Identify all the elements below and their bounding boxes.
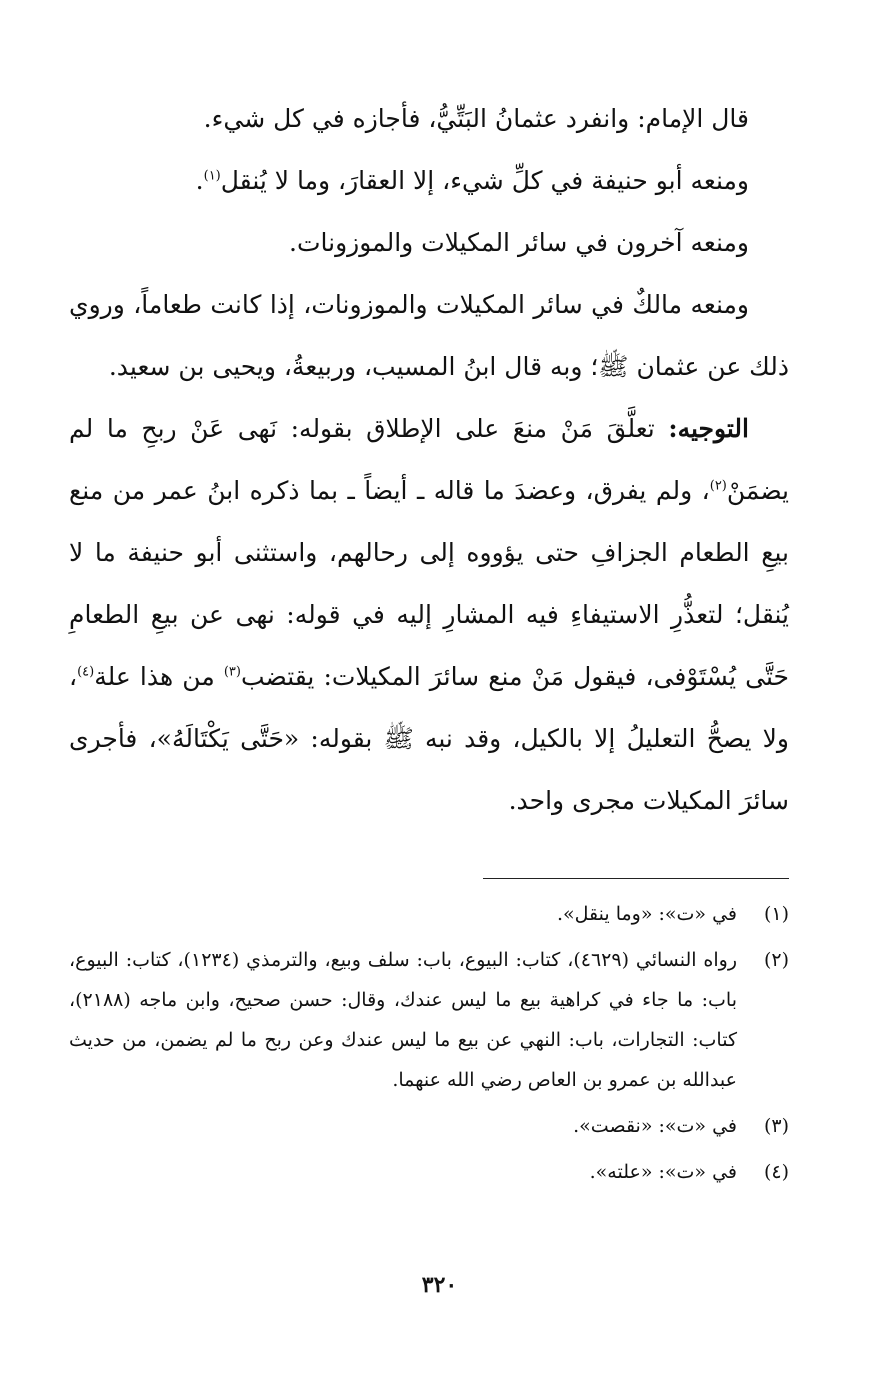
paragraph-5-part-c: من هذا علة (94, 662, 224, 691)
footnote-text: في «ت»: «علته». (589, 1161, 737, 1183)
footnotes (69, 894, 789, 1198)
paragraph-5-heading: التوجيه: (668, 414, 749, 443)
footnote-text: رواه النسائي (٤٦٢٩)، كتاب: البيوع، باب: سلف وبيع، والترمذي (١٢٣٤)، كتاب: البيوع، باب: ما جاء في كراهية بيع ما ليس عندك، وقال: حسن صحيح، وابن ماجه (٢١٨٨)، كتاب: التجارات، باب: النهي عن بيع ما ليس عندك وعن ربح ما لم يضمن، من حديث عبدالله بن عمرو بن العاص رضي الله عنهما. (69, 949, 737, 1091)
footnote-item (69, 940, 789, 1100)
footnote-number: (١) (763, 903, 789, 925)
paragraph-2-end: . (195, 166, 204, 195)
paragraph-3: ومنعه آخرون في سائر المكيلات والموزونات. (289, 228, 749, 257)
footnote-number: (٣) (763, 1115, 789, 1137)
main-text (69, 88, 789, 832)
paragraph-5-part-d: ، ولا يصحُّ التعليلُ إلا بالكيل، وقد نبه ﷺ بقوله: «حَتَّى يَكْتَالَهُ»، فأجرى سائرَ المكيلات مجرى واحد. (69, 662, 789, 815)
paragraph-2-text: ومنعه أبو حنيفة في كلِّ شيء، إلا العقارَ، وما لا يُنقل (220, 166, 749, 195)
footnote-number: (٤) (763, 1161, 789, 1183)
footnote-ref-4[interactable]: (٤) (77, 664, 95, 680)
footnote-ref-2[interactable]: (٢) (709, 478, 727, 494)
footnote-ref-3[interactable]: (٣) (223, 664, 241, 680)
paragraph-5-part-a: تعلَّقَ مَنْ منعَ على الإطلاق بقوله: نَهى عَنْ ربحِ ما لم يضمَنْ (69, 414, 789, 505)
footnote-item (69, 1106, 789, 1146)
footnote-text: في «ت»: «نقصت». (573, 1115, 737, 1137)
paragraph-1: قال الإمام: وانفرد عثمانُ البَتِّيُّ، فأجازه في كل شيء. (203, 104, 749, 133)
paragraph-5 (69, 398, 789, 832)
paragraph-4: ومنعه مالكٌ في سائر المكيلات والموزونات، إذا كانت طعاماً، وروي ذلك عن عثمان ﷺ؛ وبه قال ابنُ المسيب، وربيعةُ، ويحيى بن سعيد. (69, 290, 789, 381)
footnote-number: (٢) (763, 949, 789, 971)
footnote-item (69, 894, 789, 934)
footnote-text: في «ت»: «وما ينقل». (556, 903, 737, 925)
paragraph-5-part-b: ، ولم يفرق، وعضدَ ما قاله ـ أيضاً ـ بما ذكره ابنُ عمر من منع بيعِ الطعام الجزافِ حتى يؤووه إلى رحالهم، واستثنى أبو حنيفة ما لا يُنقل؛ لتعذُّرِ الاستيفاءِ فيه المشارِ إليه في قوله: نهى عن بيعِ الطعامِ حَتَّى يُسْتَوْفى، فيقول مَنْ منع سائرَ المكيلات: يقتضب (69, 476, 789, 691)
footnote-item (69, 1152, 789, 1192)
page-number: ٣٢٠ (421, 1272, 458, 1298)
footnote-separator (483, 878, 789, 879)
paragraph-2 (69, 150, 789, 212)
footnote-ref-1[interactable]: (١) (203, 168, 221, 184)
